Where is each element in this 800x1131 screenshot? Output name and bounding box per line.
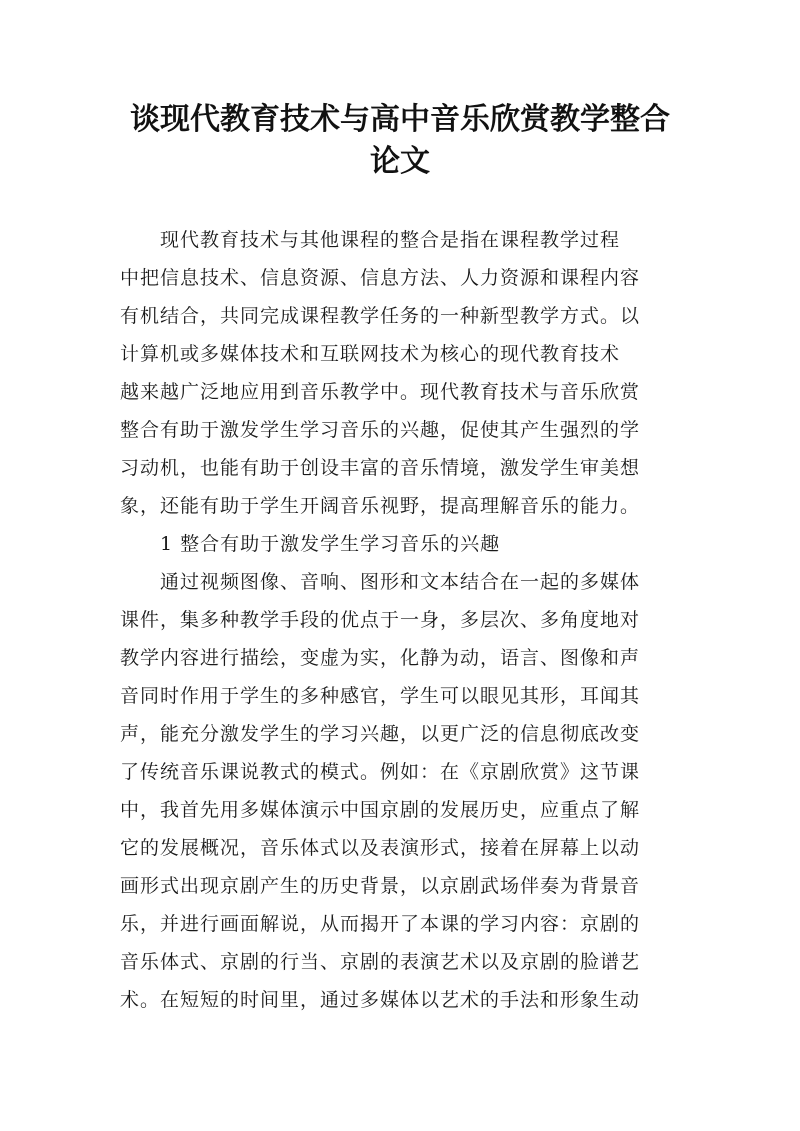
paragraph-line: 音同时作用于学生的多种感官，学生可以眼见其形，耳闻其 — [120, 685, 641, 707]
paragraph-line: 整合有助于激发学生学习音乐的兴趣，促使其产生强烈的学 — [120, 419, 641, 441]
paragraph-line: 课件，集多种教学手段的优点于一身，多层次、多角度地对 — [120, 609, 641, 631]
paragraph-line: 它的发展概况，音乐体式以及表演形式，接着在屏幕上以动 — [120, 837, 641, 859]
paragraph-line: 术。在短短的时间里，通过多媒体以艺术的手法和形象生动 — [120, 989, 641, 1011]
section-heading: 1 整合有助于激发学生学习音乐的兴趣 — [160, 533, 501, 555]
paragraph-line: 习动机，也能有助于创设丰富的音乐情境，激发学生审美想 — [120, 457, 641, 479]
paragraph-line: 有机结合，共同完成课程教学任务的一种新型教学方式。以 — [120, 305, 641, 327]
paragraph-line: 音乐体式、京剧的行当、京剧的表演艺术以及京剧的脸谱艺 — [120, 951, 641, 973]
paragraph-line: 了传统音乐课说教式的模式。例如：在《京剧欣赏》这节课 — [120, 761, 641, 783]
document-body — [120, 221, 700, 1019]
document-title-line-1: 谈现代教育技术与高中音乐欣赏教学整合 — [130, 102, 670, 137]
paragraph-line: 画形式出现京剧产生的历史背景，以京剧武场伴奏为背景音 — [120, 875, 641, 897]
document-title-line-2: 论文 — [370, 144, 430, 179]
paragraph-line: 中，我首先用多媒体演示中国京剧的发展历史，应重点了解 — [120, 799, 641, 821]
paragraph-line: 现代教育技术与其他课程的整合是指在课程教学过程 — [160, 229, 621, 251]
paragraph-line: 象，还能有助于学生开阔音乐视野，提高理解音乐的能力。 — [120, 495, 641, 517]
paragraph-line: 乐，并进行画面解说，从而揭开了本课的学习内容：京剧的 — [120, 913, 641, 935]
paragraph-line: 中把信息技术、信息资源、信息方法、人力资源和课程内容 — [120, 267, 641, 289]
paragraph-line: 教学内容进行描绘，变虚为实，化静为动，语言、图像和声 — [120, 647, 641, 669]
paragraph-line: 计算机或多媒体技术和互联网技术为核心的现代教育技术 — [120, 343, 621, 365]
paragraph-line: 通过视频图像、音响、图形和文本结合在一起的多媒体 — [160, 571, 641, 593]
paragraph-line: 声，能充分激发学生的学习兴趣，以更广泛的信息彻底改变 — [120, 723, 641, 745]
paragraph-line: 越来越广泛地应用到音乐教学中。现代教育技术与音乐欣赏 — [120, 381, 641, 403]
